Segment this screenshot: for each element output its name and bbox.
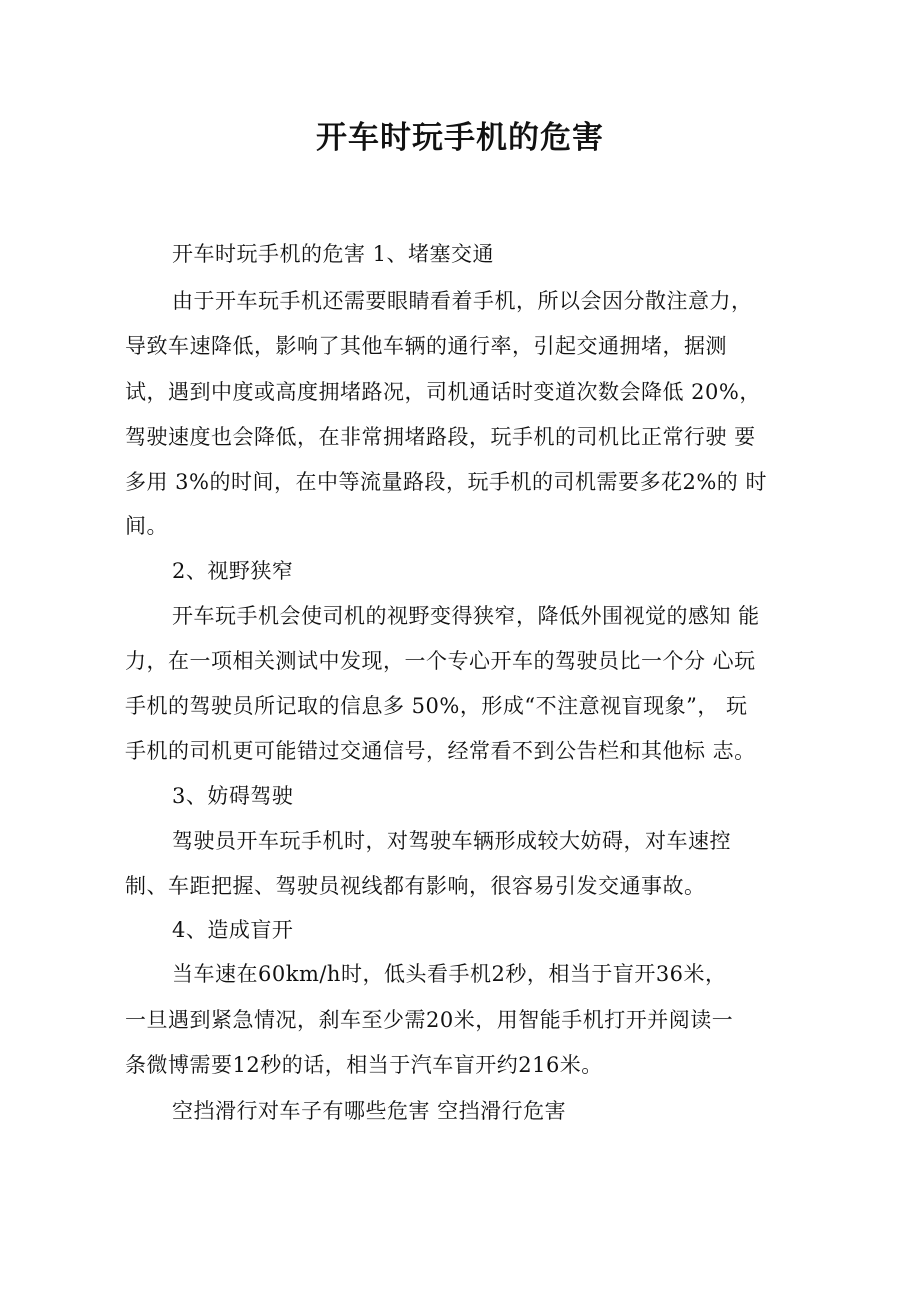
- paragraph-line: 由于开车玩手机还需要眼睛看着手机，所以会因分散注意力，: [172, 289, 753, 313]
- document-title: 开车时玩手机的危害: [316, 120, 604, 156]
- paragraph-line: 一旦遇到紧急情况，刹车至少需20米，用智能手机打开并阅读一: [125, 1008, 734, 1032]
- paragraph-line: 手机的司机更可能错过交通信号，经常看不到公告栏和其他标 志。: [125, 739, 756, 763]
- section-heading-5: 空挡滑行对车子有哪些危害 空挡滑行危害: [172, 1099, 567, 1123]
- paragraph-line: 驾驶速度也会降低，在非常拥堵路段，玩手机的司机比正常行驶 要: [125, 425, 756, 449]
- paragraph-line: 驾驶员开车玩手机时，对驾驶车辆形成较大妨碍，对车速控: [172, 829, 731, 853]
- paragraph-line: 力，在一项相关测试中发现，一个专心开车的驾驶员比一个分 心玩: [125, 649, 756, 673]
- paragraph-line: 导致车速降低，影响了其他车辆的通行率，引起交通拥堵，据测: [125, 334, 727, 358]
- paragraph-line: 开车玩手机会使司机的视野变得狭窄，降低外围视觉的感知 能: [172, 604, 760, 628]
- paragraph-line: 多用 3%的时间，在中等流量路段，玩手机的司机需要多花2%的 时: [125, 470, 767, 494]
- section-heading-4: 4、造成盲开: [172, 918, 294, 942]
- section-heading-1: 开车时玩手机的危害 1、堵塞交通: [172, 242, 495, 266]
- paragraph-line: 试，遇到中度或高度拥堵路况，司机通话时变道次数会降低 20%，: [125, 380, 761, 404]
- paragraph-line: 制、车距把握、驾驶员视线都有影响，很容易引发交通事故。: [125, 874, 706, 898]
- paragraph-line: 手机的驾驶员所记取的信息多 50%，形成“不注意视盲现象”， 玩: [125, 694, 748, 718]
- section-heading-2: 2、视野狭窄: [172, 559, 294, 583]
- paragraph-line: 条微博需要12秒的话，相当于汽车盲开约216米。: [125, 1053, 603, 1077]
- section-heading-3: 3、妨碍驾驶: [172, 784, 294, 808]
- paragraph-line: 当车速在60km/h时，低头看手机2秒，相当于盲开36米，: [172, 962, 727, 986]
- paragraph-line: 间。: [125, 514, 168, 538]
